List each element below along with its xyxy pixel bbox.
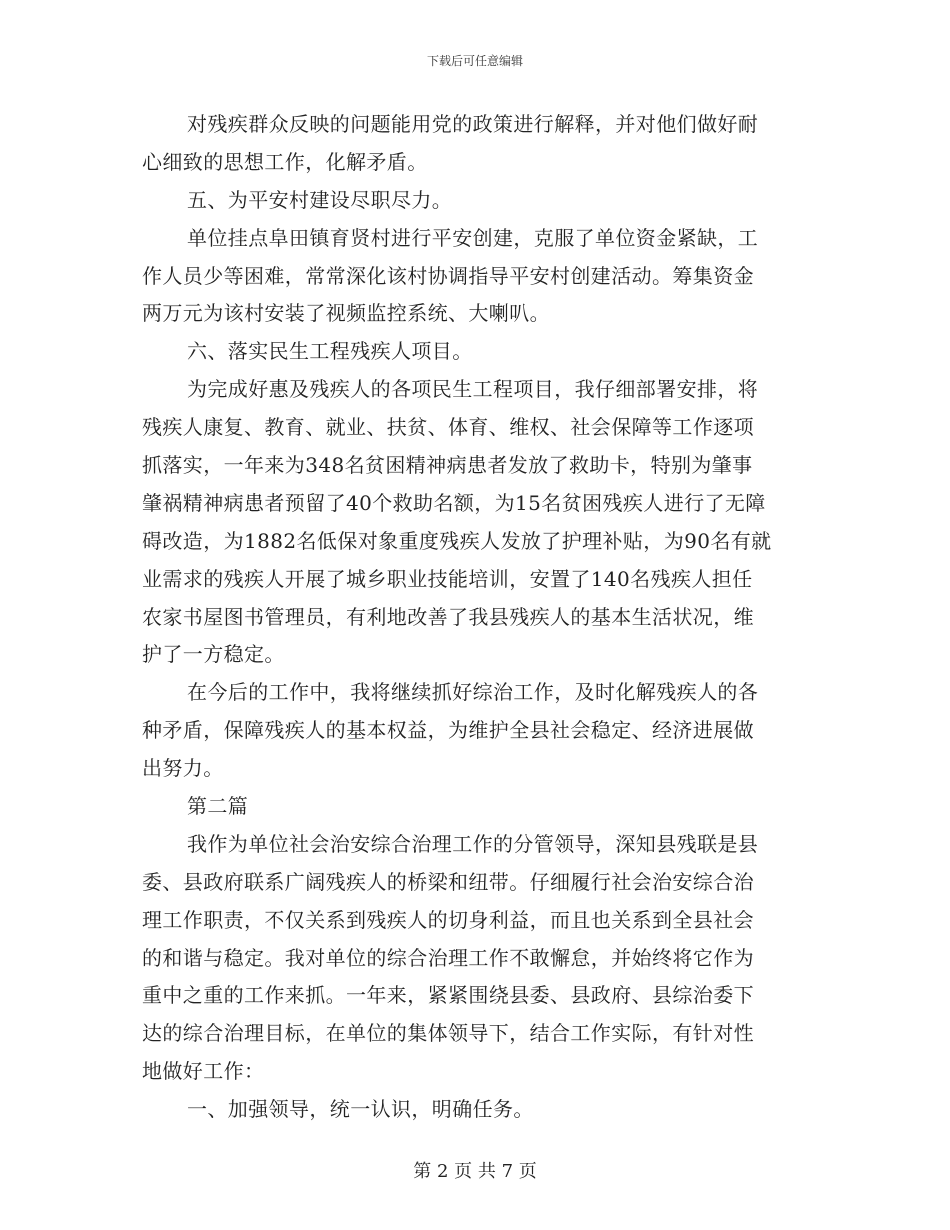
text-line: 在今后的工作中，我将继续抓好综治工作，及时化解残疾人的各 <box>187 680 759 705</box>
text-line: 我作为单位社会治安综合治理工作的分管领导，深知县残联是县 <box>187 831 759 856</box>
text-line: 护了一方稳定。 <box>142 642 285 667</box>
text-line: 肇祸精神病患者预留了40个救助名额，为15名贫困残疾人进行了无障 <box>142 490 766 515</box>
text-line: 农家书屋图书管理员，有利地改善了我县残疾人的基本生活状况，维 <box>142 604 754 629</box>
page-header: 下载后可任意编辑 <box>426 54 523 68</box>
text-line: 六、落实民生工程残疾人项目。 <box>187 339 473 364</box>
text-line: 种矛盾，保障残疾人的基本权益，为维护全县社会稳定、经济进展做 <box>142 718 754 743</box>
text-line: 出努力。 <box>142 756 224 781</box>
text-line: 地做好工作： <box>142 1059 265 1084</box>
text-line: 的和谐与稳定。我对单位的综合治理工作不敢懈怠，并始终将它作为 <box>142 945 754 970</box>
text-line: 作人员少等困难，常常深化该村协调指导平安村创建活动。筹集资金 <box>142 263 754 288</box>
text-line: 残疾人康复、教育、就业、扶贫、体育、维权、社会保障等工作逐项 <box>142 415 754 440</box>
text-line: 一、加强领导，统一认识，明确任务。 <box>187 1097 534 1122</box>
text-line: 为完成好惠及残疾人的各项民生工程项目，我仔细部署安排，将 <box>187 377 759 402</box>
text-line: 五、为平安村建设尽职尽力。 <box>187 187 453 212</box>
text-line: 第二篇 <box>187 794 249 819</box>
document-body <box>142 106 812 1129</box>
text-line: 重中之重的工作来抓。一年来，紧紧围绕县委、县政府、县综治委下 <box>142 983 754 1008</box>
text-line: 理工作职责，不仅关系到残疾人的切身利益，而且也关系到全县社会 <box>142 907 754 932</box>
text-line: 单位挂点阜田镇育贤村进行平安创建，克服了单位资金紧缺，工 <box>187 225 759 250</box>
text-line: 两万元为该村安装了视频监控系统、大喇叭。 <box>142 301 550 326</box>
page-number-footer: 第 2 页 共 7 页 <box>413 1161 537 1182</box>
text-line: 碍改造，为1882名低保对象重度残疾人发放了护理补贴，为90名有就 <box>142 528 772 553</box>
text-line: 达的综合治理目标，在单位的集体领导下，结合工作实际，有针对性 <box>142 1021 754 1046</box>
text-line: 业需求的残疾人开展了城乡职业技能培训，安置了140名残疾人担任 <box>142 566 753 591</box>
text-line: 心细致的思想工作，化解矛盾。 <box>142 149 428 174</box>
text-line: 委、县政府联系广阔残疾人的桥梁和纽带。仔细履行社会治安综合治 <box>142 869 754 894</box>
text-line: 对残疾群众反映的问题能用党的政策进行解释，并对他们做好耐 <box>187 112 759 136</box>
text-line: 抓落实，一年来为348名贫困精神病患者发放了救助卡，特别为肇事 <box>142 453 753 478</box>
